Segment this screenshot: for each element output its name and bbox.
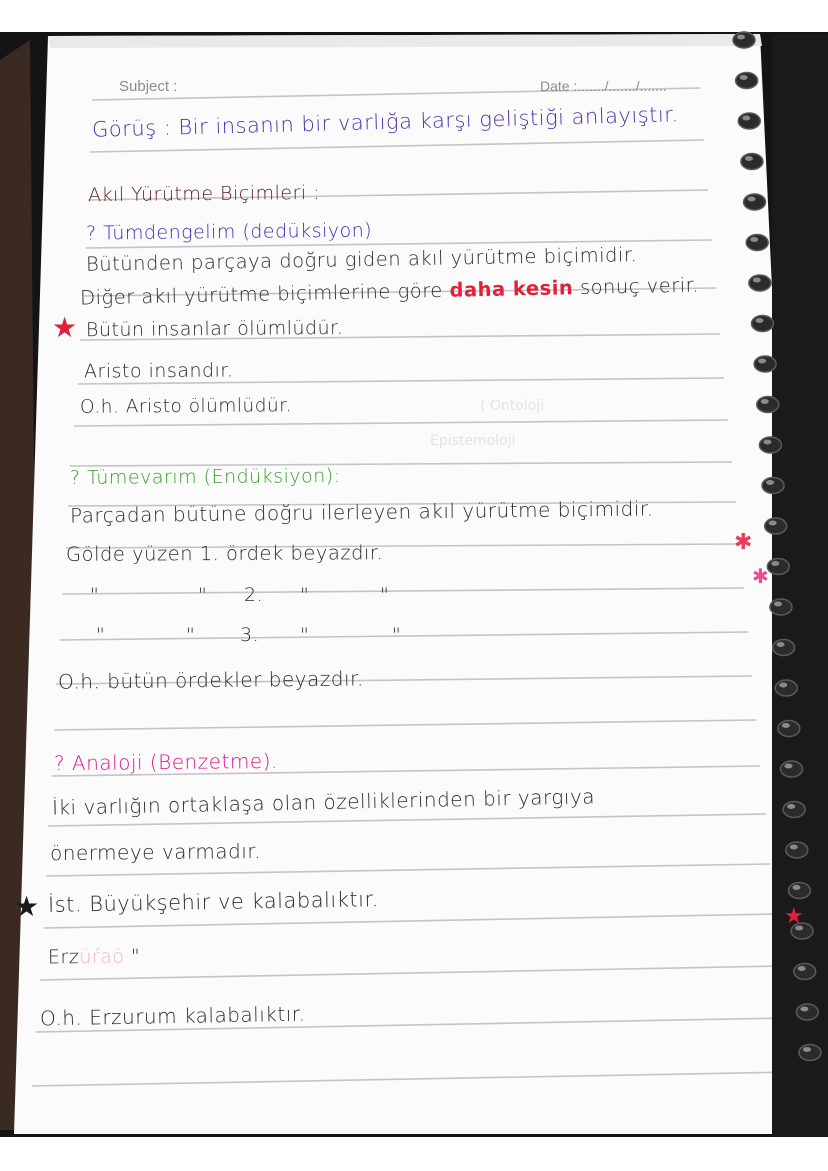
faded-pink-text: üŕaö bbox=[79, 945, 125, 969]
tumevarim-heading: ? Tümevarım (Endüksiyon): bbox=[69, 465, 341, 489]
example-conclusion-ducks: O.h. bütün ördekler beyazdır. bbox=[57, 666, 364, 694]
pink-star-icon: ✱ bbox=[734, 530, 753, 555]
spiral-ring bbox=[767, 559, 789, 575]
spiral-ring bbox=[741, 154, 763, 170]
spiral-ring bbox=[786, 842, 808, 858]
spiral-ring-highlight bbox=[771, 561, 779, 566]
spiral-ring bbox=[751, 316, 773, 332]
spiral-ring-highlight bbox=[766, 480, 774, 485]
spiral-ring bbox=[796, 1004, 818, 1020]
spiral-ring-highlight bbox=[787, 804, 795, 809]
spiral-ring-highlight bbox=[753, 278, 761, 283]
spiral-ring bbox=[762, 478, 784, 494]
gorus-definition: Görüş : Bir insanın bir varlığa karşı geliştiği anlayıştır. bbox=[91, 102, 679, 142]
spiral-ring bbox=[783, 802, 805, 818]
example-aristo-human: Aristo insandır. bbox=[83, 359, 234, 383]
svg-text:Epistemoloji: Epistemoloji bbox=[430, 433, 516, 449]
spiral-ring-highlight bbox=[798, 966, 806, 971]
spiral-ring-highlight bbox=[800, 1007, 808, 1012]
spiral-ring-highlight bbox=[758, 359, 766, 364]
tumevarim-definition: Parçadan bütüne doğru ilerleyen akıl yürütme biçimidir. bbox=[69, 496, 654, 528]
spiral-ring-highlight bbox=[769, 521, 777, 526]
spiral-ring-highlight bbox=[782, 723, 790, 728]
example-erzurum-ditto bbox=[48, 946, 140, 969]
diger-text-end: sonuç verir. bbox=[573, 273, 700, 300]
spiral-ring bbox=[736, 73, 758, 89]
analoji-definition-line1: İki varlığın ortaklaşa olan özelliklerinden bir yargıya bbox=[51, 784, 596, 820]
spiral-ring-highlight bbox=[792, 885, 800, 890]
spiral-ring bbox=[749, 275, 771, 291]
ditto-mark: " bbox=[300, 624, 310, 646]
spiral-ring bbox=[757, 397, 779, 413]
spiral-ring bbox=[733, 32, 755, 48]
spiral-ring-highlight bbox=[763, 440, 771, 445]
example-conclusion-aristo: O.h. Aristo ölümlüdür. bbox=[79, 395, 293, 418]
spiral-ring-highlight bbox=[755, 318, 763, 323]
spiral-ring bbox=[773, 640, 795, 656]
daha-kesin-highlight: daha kesin bbox=[449, 276, 574, 302]
spiral-ring-highlight bbox=[777, 642, 785, 647]
tumdengelim-definition: Bütünden parçaya doğru giden akıl yürütme biçimidir. bbox=[85, 243, 638, 276]
spiral-ring-highlight bbox=[740, 75, 748, 80]
ditto-mark: " bbox=[96, 624, 106, 646]
ditto-mark: " bbox=[392, 624, 402, 646]
spiral-ring-highlight bbox=[790, 845, 798, 850]
spiral-ring bbox=[788, 883, 810, 899]
red-star-icon: ★ bbox=[784, 904, 804, 929]
spiral-ring bbox=[775, 680, 797, 696]
date-label: Date :......./......./....... bbox=[540, 78, 667, 94]
spiral-ring-highlight bbox=[774, 602, 782, 607]
analoji-heading: ? Analoji (Benzetme). bbox=[53, 748, 278, 776]
ditto-mark: " bbox=[198, 584, 208, 606]
pink-star-icon: ✱ bbox=[752, 564, 769, 588]
spiral-ring bbox=[778, 721, 800, 737]
analoji-definition-line2: önermeye varmadır. bbox=[49, 838, 262, 866]
ditto-mark: " bbox=[186, 624, 196, 646]
spiral-ring-highlight bbox=[750, 237, 758, 242]
example-all-humans-mortal: Bütün insanlar ölümlüdür. bbox=[85, 316, 344, 342]
example-istanbul: İst. Büyükşehir ve kalabalıktır. bbox=[47, 887, 380, 917]
ditto-mark: " bbox=[300, 584, 310, 606]
spiral-ring-highlight bbox=[737, 35, 745, 40]
ditto-mark: " bbox=[124, 945, 141, 968]
black-star-icon: ★ bbox=[14, 890, 40, 923]
akil-yurutme-title: Akıl Yürütme Biçimleri : bbox=[87, 181, 321, 207]
spiral-ring-highlight bbox=[761, 399, 769, 404]
spiral-ring bbox=[781, 761, 803, 777]
svg-text:( Ontoloji: ( Ontoloji bbox=[480, 398, 545, 414]
spiral-ring-highlight bbox=[745, 156, 753, 161]
spiral-ring bbox=[738, 113, 760, 129]
tumdengelim-heading: ? Tümdengelim (dedüksiyon) bbox=[85, 219, 373, 245]
spiral-ring bbox=[759, 437, 781, 453]
diger-text-start: Diğer akıl yürütme biçimlerine göre bbox=[79, 278, 450, 310]
spiral-ring-highlight bbox=[779, 683, 787, 688]
erz-text: Erz bbox=[47, 946, 80, 969]
ditto-mark: " bbox=[90, 584, 100, 606]
example-duck-3-number: 3. bbox=[240, 624, 260, 646]
example-duck-2-number: 2. bbox=[244, 584, 264, 606]
spiral-ring-highlight bbox=[785, 764, 793, 769]
spiral-ring bbox=[754, 356, 776, 372]
spiral-ring bbox=[765, 518, 787, 534]
spiral-ring-highlight bbox=[748, 197, 756, 202]
red-star-icon: ★ bbox=[52, 311, 78, 344]
spiral-ring-highlight bbox=[803, 1047, 811, 1052]
spiral-ring bbox=[744, 194, 766, 210]
spiral-ring bbox=[770, 599, 792, 615]
spiral-ring bbox=[799, 1045, 821, 1061]
ditto-mark: " bbox=[380, 584, 390, 606]
example-conclusion-erzurum: O.h. Erzurum kalabalıktır. bbox=[39, 1001, 306, 1031]
spiral-ring bbox=[746, 235, 768, 251]
subject-label: Subject : bbox=[119, 78, 178, 95]
spiral-ring bbox=[794, 964, 816, 980]
example-duck-1: Gölde yüzen 1. ördek beyazdır. bbox=[65, 541, 384, 566]
spiral-ring-highlight bbox=[742, 116, 750, 121]
